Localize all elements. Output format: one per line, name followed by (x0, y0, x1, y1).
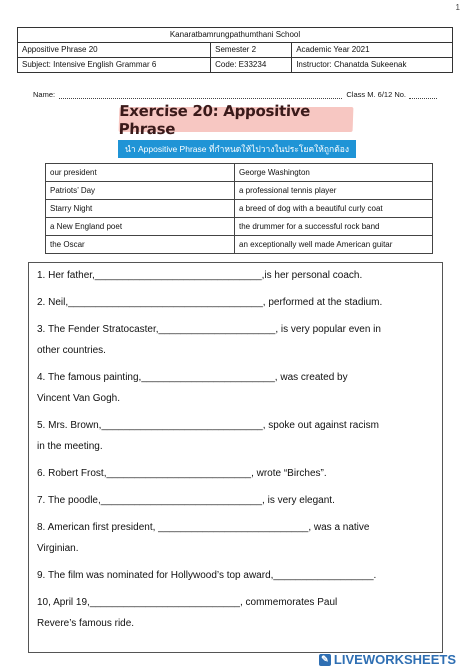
liveworksheets-logo-icon: ✎ (319, 654, 331, 666)
table-row (46, 236, 433, 254)
question-8[interactable]: 8. American first president, ___________________________, was a native (37, 522, 370, 533)
question-7[interactable]: 7. The poodle,_____________________________, is very elegant. (37, 495, 335, 506)
word-bank-table (45, 163, 433, 254)
word-bank-appositive: the drummer for a successful rock band (235, 218, 433, 236)
question-2[interactable]: 2. Neil,___________________________________, performed at the stadium. (37, 297, 383, 308)
question-1[interactable]: 1. Her father,______________________________,is her personal coach. (37, 270, 363, 281)
word-bank-noun: our president (46, 164, 235, 182)
exercise-banner (118, 101, 354, 138)
subject: Subject: Intensive English Grammar 6 (18, 58, 211, 73)
class-label: Class M. 6/12 No. (346, 90, 406, 99)
question-4[interactable]: 4. The famous painting,________________________, was created by (37, 372, 348, 383)
question-8-continued: Virginian. (37, 543, 79, 554)
instructor: Instructor: Chanatda Sukeenak (292, 58, 453, 73)
question-5[interactable]: 5. Mrs. Brown,_____________________________, spoke out against racism (37, 420, 379, 431)
question-4-continued: Vincent Van Gogh. (37, 393, 121, 404)
question-3[interactable]: 3. The Fender Stratocaster,_____________________, is very popular even in (37, 324, 381, 335)
instruction-text: นำ Appositive Phrase ที่กำหนดให้ไปวางในประโยคให้ถูกต้อง (125, 144, 349, 154)
name-field[interactable] (59, 90, 342, 99)
academic-year: Academic Year 2021 (292, 43, 453, 58)
semester: Semester 2 (211, 43, 292, 58)
worksheet-title: Appositive Phrase 20 (18, 43, 211, 58)
word-bank-appositive: a breed of dog with a beautiful curly coat (235, 200, 433, 218)
number-field[interactable] (409, 90, 437, 99)
word-bank-appositive: a professional tennis player (235, 182, 433, 200)
watermark (319, 652, 456, 667)
table-row (46, 218, 433, 236)
question-3-continued: other countries. (37, 345, 106, 356)
page-number: 1 (455, 3, 460, 12)
table-row (46, 200, 433, 218)
question-6[interactable]: 6. Robert Frost,__________________________, wrote “Birches”. (37, 468, 327, 479)
table-row (46, 182, 433, 200)
word-bank-appositive: George Washington (235, 164, 433, 182)
header-table (17, 27, 453, 73)
table-row (46, 164, 433, 182)
school-name: Kanaratbamrungpathumthani School (18, 28, 453, 43)
word-bank-noun: the Oscar (46, 236, 235, 254)
word-bank-noun: Patriots’ Day (46, 182, 235, 200)
question-5-continued: in the meeting. (37, 441, 103, 452)
question-9[interactable]: 9. The film was nominated for Hollywood’s top award,__________________. (37, 570, 377, 581)
watermark-text: LIVEWORKSHEETS (333, 652, 456, 667)
word-bank-noun: Starry Night (46, 200, 235, 218)
word-bank-appositive: an exceptionally well made American guitar (235, 236, 433, 254)
instruction-bar (118, 140, 356, 158)
question-10[interactable]: 10, April 19,___________________________, commemorates Paul (37, 597, 338, 608)
exercise-title: Exercise 20: Appositive Phrase (118, 101, 311, 138)
word-bank-noun: a New England poet (46, 218, 235, 236)
course-code: Code: E33234 (211, 58, 292, 73)
question-10-continued: Revere’s famous ride. (37, 618, 135, 629)
exercise-box (28, 262, 443, 653)
student-info-line (33, 90, 437, 99)
name-label: Name: (33, 90, 56, 99)
